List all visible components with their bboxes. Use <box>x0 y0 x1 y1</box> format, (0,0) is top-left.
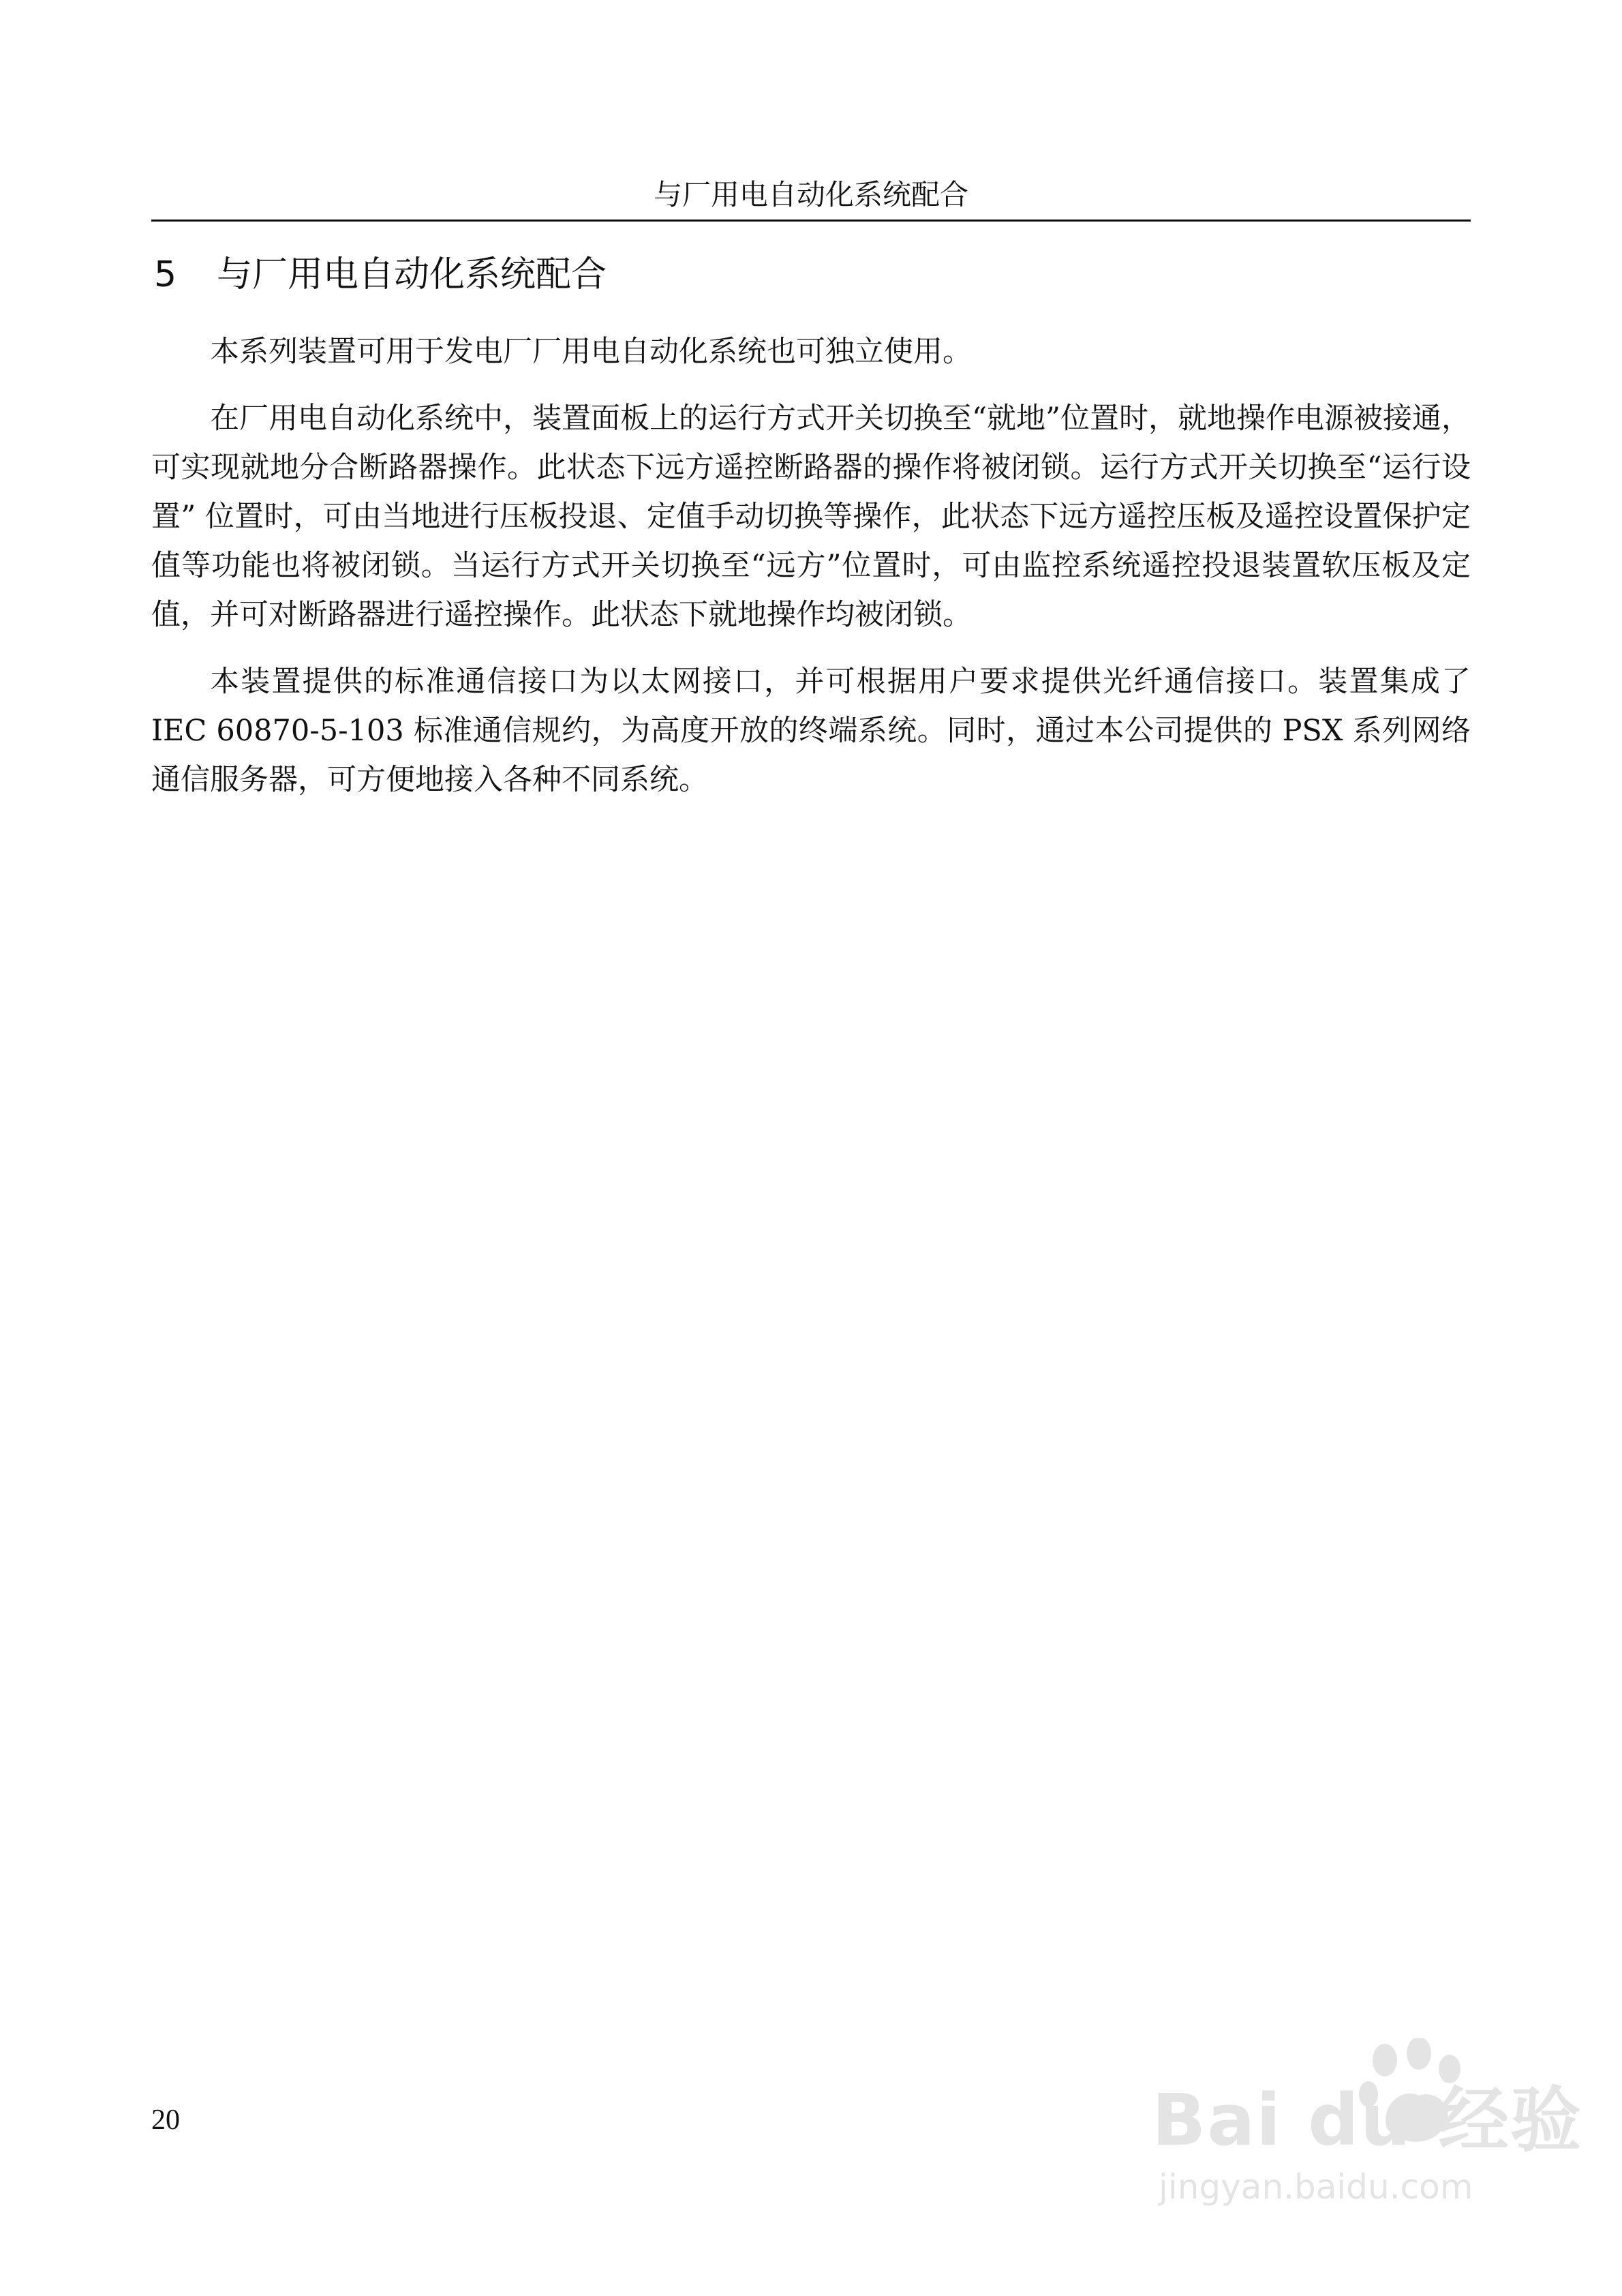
body-text <box>151 327 1471 822</box>
page-number: 20 <box>151 2104 180 2136</box>
running-header-title: 与厂用电自动化系统配合 <box>653 178 968 211</box>
watermark-url: jingyan.baidu.com <box>1159 2167 1473 2207</box>
section-number: 5 <box>154 254 177 295</box>
paw-icon <box>1356 2038 1472 2147</box>
watermark-brand: Bai du 经验 <box>1152 2079 1582 2162</box>
paragraph: 在厂用电自动化系统中，装置面板上的运行方式开关切换至“就地”位置时，就地操作电源被接通，可实现就地分合断路器操作。此状态下远方遥控断路器的操作将被闭锁。运行方式开关切换至“运行设置” 位置时，可由当地进行压板投退、定值手动切换等操作，此状态下远方遥控压板及遥控设置保护定值等功能也将被闭锁。当运行方式开关切换至“远方”位置时，可由监控系统遥控投退装置软压板及定值，并可对断路器进行遥控操作。此状态下就地操作均被闭锁。 <box>151 402 1471 632</box>
section-title: 与厂用电自动化系统配合 <box>217 254 607 295</box>
baidu-jingyan-watermark <box>1152 2038 1582 2222</box>
page-header <box>151 170 1471 222</box>
paragraph: 本装置提供的标准通信接口为以太网接口，并可根据用户要求提供光纤通信接口。装置集成了 IEC 60870-5-103 标准通信规约，为高度开放的终端系统。同时，通过本公司提供的 PSX 系列网络通信服务器，可方便地接入各种不同系统。 <box>151 665 1471 797</box>
section-heading <box>154 251 607 299</box>
paragraph: 本系列装置可用于发电厂厂用电自动化系统也可独立使用。 <box>210 335 972 369</box>
